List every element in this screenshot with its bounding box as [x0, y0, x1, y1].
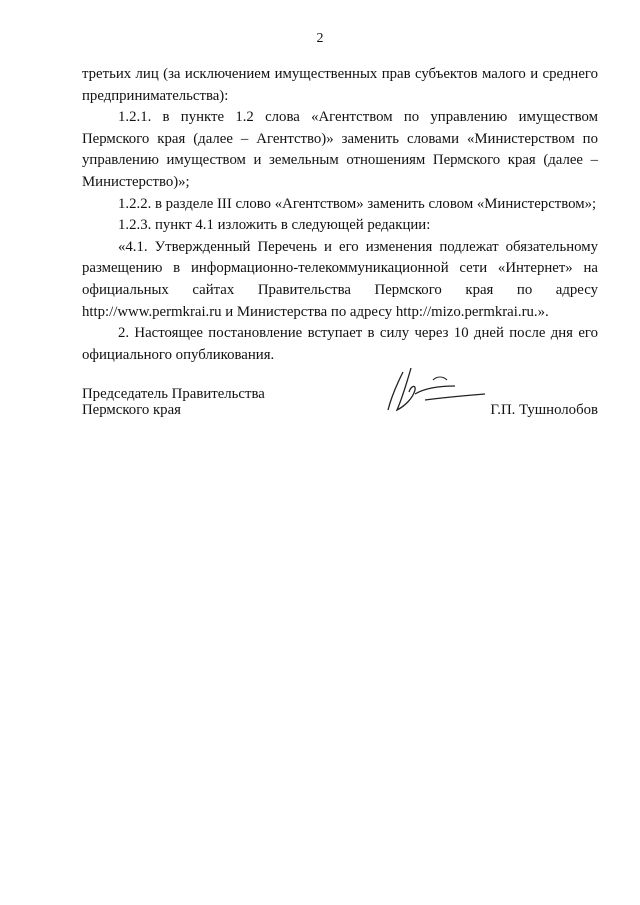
signatory-title-line2: Пермского края — [82, 402, 181, 418]
paragraph: 1.2.1. в пункте 1.2 слова «Агентством по управлению имуществом Пермского края (далее – Агентство)» заменить словами «Министерством по управлению имуществом и земельным отношениям Пермского края (далее – Министерство)»; — [82, 109, 598, 190]
paragraph: «4.1. Утвержденный Перечень и его изменения подлежат обязательному размещению в информационно-телекоммуникационной сети «Интернет» на официальных сайтах Правительства Пермского края по адресу http://www.permkrai.ru и Министерства по адресу http://mizo.permkrai.ru.». — [82, 238, 598, 320]
handwritten-signature — [385, 364, 495, 416]
document-body — [82, 64, 598, 366]
paragraph: 2. Настоящее постановление вступает в силу через 10 дней после дня его официального опубликования. — [82, 325, 598, 363]
signatory-name: Г.П. Тушнолобов — [490, 402, 598, 418]
paragraph: третьих лиц (за исключением имущественных прав субъектов малого и среднего предпринимательства): — [82, 66, 598, 104]
paragraph: 1.2.3. пункт 4.1 изложить в следующей редакции: — [118, 217, 431, 234]
paragraph: 1.2.2. в разделе III слово «Агентством» заменить словом «Министерством»; — [118, 195, 597, 212]
signatory-title — [82, 386, 265, 418]
page-number: 2 — [316, 31, 324, 46]
signatory-title-line1: Председатель Правительства — [82, 386, 265, 402]
